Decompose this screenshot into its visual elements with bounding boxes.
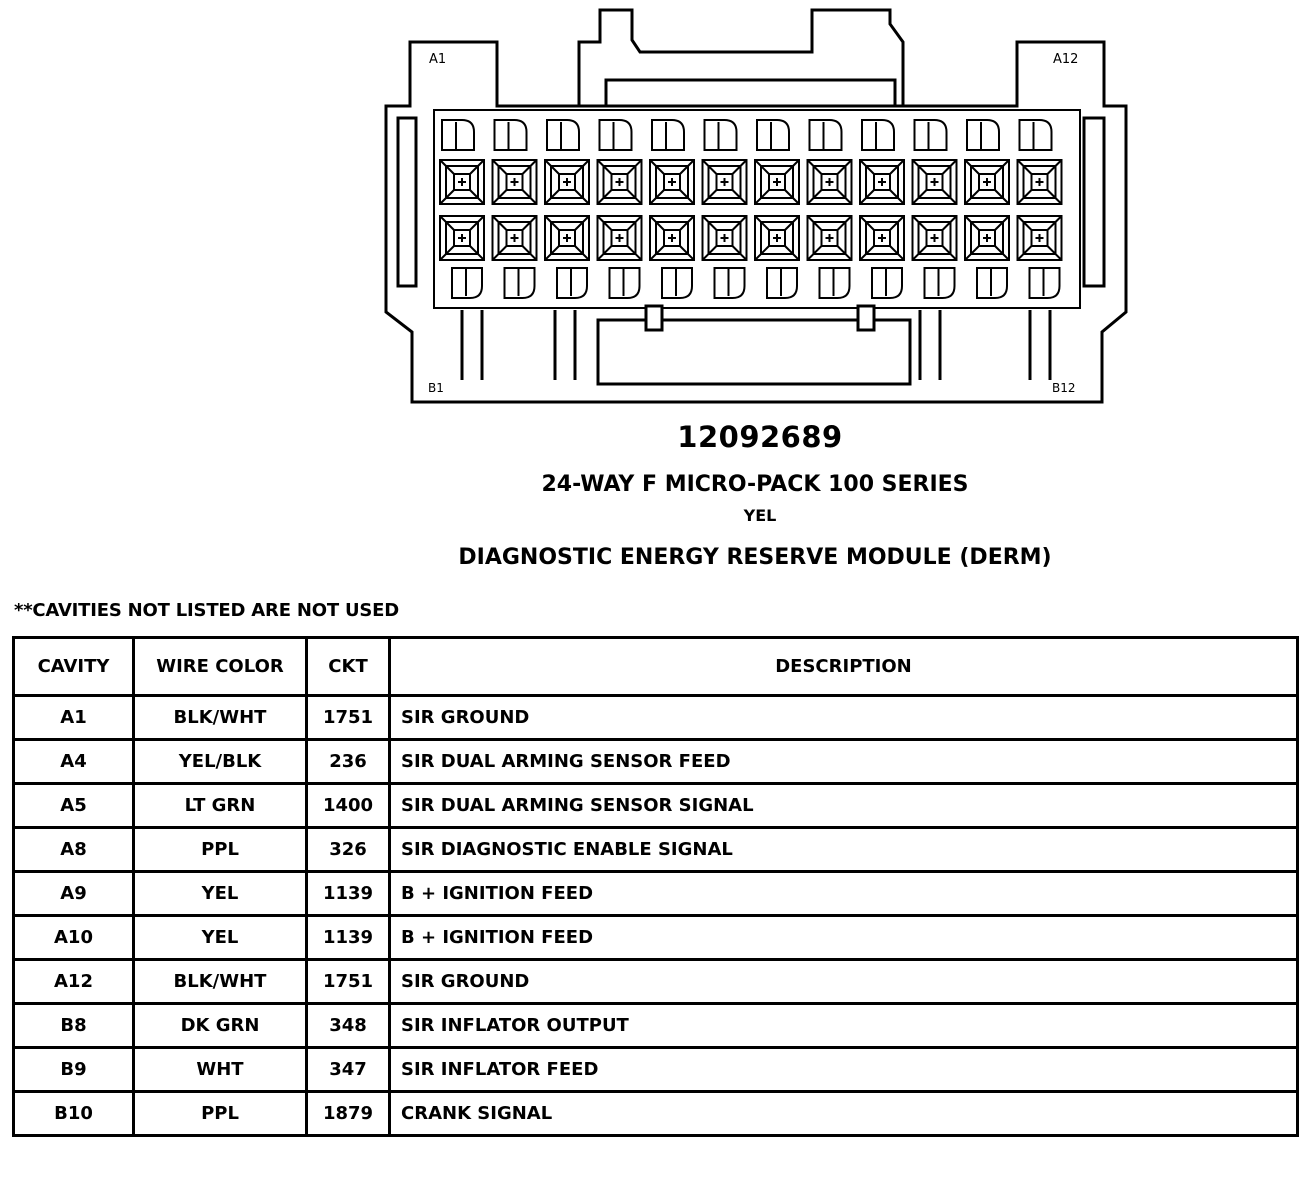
table-row: [14, 1004, 1298, 1048]
cavity-latch-a: [862, 120, 894, 150]
table-row: [14, 916, 1298, 960]
connector-type: 24-WAY F MICRO-PACK 100 SERIES: [541, 472, 969, 497]
cell-cavity: A4: [14, 740, 134, 784]
cell-wire-color: BLK/WHT: [134, 696, 307, 740]
cell-description: SIR DIAGNOSTIC ENABLE SIGNAL: [390, 828, 1298, 872]
cell-wire-color: PPL: [134, 828, 307, 872]
cavity-latch-a: [757, 120, 789, 150]
table-row: [14, 784, 1298, 828]
cell-ckt: 236: [307, 740, 390, 784]
cell-ckt: 1139: [307, 916, 390, 960]
cell-description: B + IGNITION FEED: [390, 872, 1298, 916]
latch-window: [606, 80, 895, 106]
cell-wire-color: WHT: [134, 1048, 307, 1092]
cell-wire-color: PPL: [134, 1092, 307, 1136]
part-number: 12092689: [677, 420, 843, 454]
pin-label-a1: A1: [429, 52, 447, 67]
table-row: [14, 740, 1298, 784]
unused-cavities-note: **CAVITIES NOT LISTED ARE NOT USED: [14, 600, 399, 621]
cell-ckt: 1751: [307, 960, 390, 1004]
cell-ckt: 326: [307, 828, 390, 872]
cavity-latch-a: [915, 120, 947, 150]
connector-color: YEL: [743, 506, 777, 525]
header-description: DESCRIPTION: [390, 638, 1298, 696]
cell-wire-color: YEL/BLK: [134, 740, 307, 784]
cell-ckt: 1879: [307, 1092, 390, 1136]
cell-cavity: B8: [14, 1004, 134, 1048]
left-side-slot: [398, 118, 416, 286]
cell-wire-color: LT GRN: [134, 784, 307, 828]
table-row: [14, 960, 1298, 1004]
cell-description: B + IGNITION FEED: [390, 916, 1298, 960]
module-name: DIAGNOSTIC ENERGY RESERVE MODULE (DERM): [458, 545, 1052, 570]
table-row: [14, 872, 1298, 916]
cell-description: SIR GROUND: [390, 960, 1298, 1004]
cavity-latch-a: [652, 120, 684, 150]
pin-label-b1: B1: [428, 381, 444, 395]
cell-wire-color: DK GRN: [134, 1004, 307, 1048]
pin-label-a12: A12: [1053, 52, 1079, 67]
cell-cavity: A10: [14, 916, 134, 960]
cell-wire-color: YEL: [134, 916, 307, 960]
cell-ckt: 347: [307, 1048, 390, 1092]
table-row: [14, 828, 1298, 872]
cell-description: SIR DUAL ARMING SENSOR FEED: [390, 740, 1298, 784]
latch-tower: [579, 10, 903, 106]
table-row: [14, 1048, 1298, 1092]
cavity-latch-a: [495, 120, 527, 150]
cavity-latch-a: [967, 120, 999, 150]
cavity-latch-a: [442, 120, 474, 150]
cell-cavity: B10: [14, 1092, 134, 1136]
cavity-latch-a: [1020, 120, 1052, 150]
pinout-table: [12, 636, 1299, 1137]
pin-label-b12: B12: [1052, 381, 1076, 395]
header-wire-color: WIRE COLOR: [134, 638, 307, 696]
right-side-slot: [1084, 118, 1104, 286]
header-ckt: CKT: [307, 638, 390, 696]
cell-description: SIR INFLATOR OUTPUT: [390, 1004, 1298, 1048]
cell-wire-color: BLK/WHT: [134, 960, 307, 1004]
cell-description: SIR DUAL ARMING SENSOR SIGNAL: [390, 784, 1298, 828]
cell-description: SIR INFLATOR FEED: [390, 1048, 1298, 1092]
cell-cavity: A5: [14, 784, 134, 828]
header-cavity: CAVITY: [14, 638, 134, 696]
cavity-latch-a: [810, 120, 842, 150]
cavity-latch-a: [547, 120, 579, 150]
cell-ckt: 1400: [307, 784, 390, 828]
table-row: [14, 696, 1298, 740]
cell-cavity: B9: [14, 1048, 134, 1092]
table-header-row: [14, 638, 1298, 696]
cell-ckt: 348: [307, 1004, 390, 1048]
cell-description: SIR GROUND: [390, 696, 1298, 740]
cell-cavity: A8: [14, 828, 134, 872]
cell-cavity: A1: [14, 696, 134, 740]
cell-cavity: A12: [14, 960, 134, 1004]
cell-wire-color: YEL: [134, 872, 307, 916]
cavity-latch-a: [705, 120, 737, 150]
table-row: [14, 1092, 1298, 1136]
cell-cavity: A9: [14, 872, 134, 916]
cavity-latch-a: [600, 120, 632, 150]
cell-description: CRANK SIGNAL: [390, 1092, 1298, 1136]
connector-diagram: [0, 0, 1312, 420]
cavity-grid: [440, 120, 1062, 298]
cell-ckt: 1751: [307, 696, 390, 740]
cell-ckt: 1139: [307, 872, 390, 916]
